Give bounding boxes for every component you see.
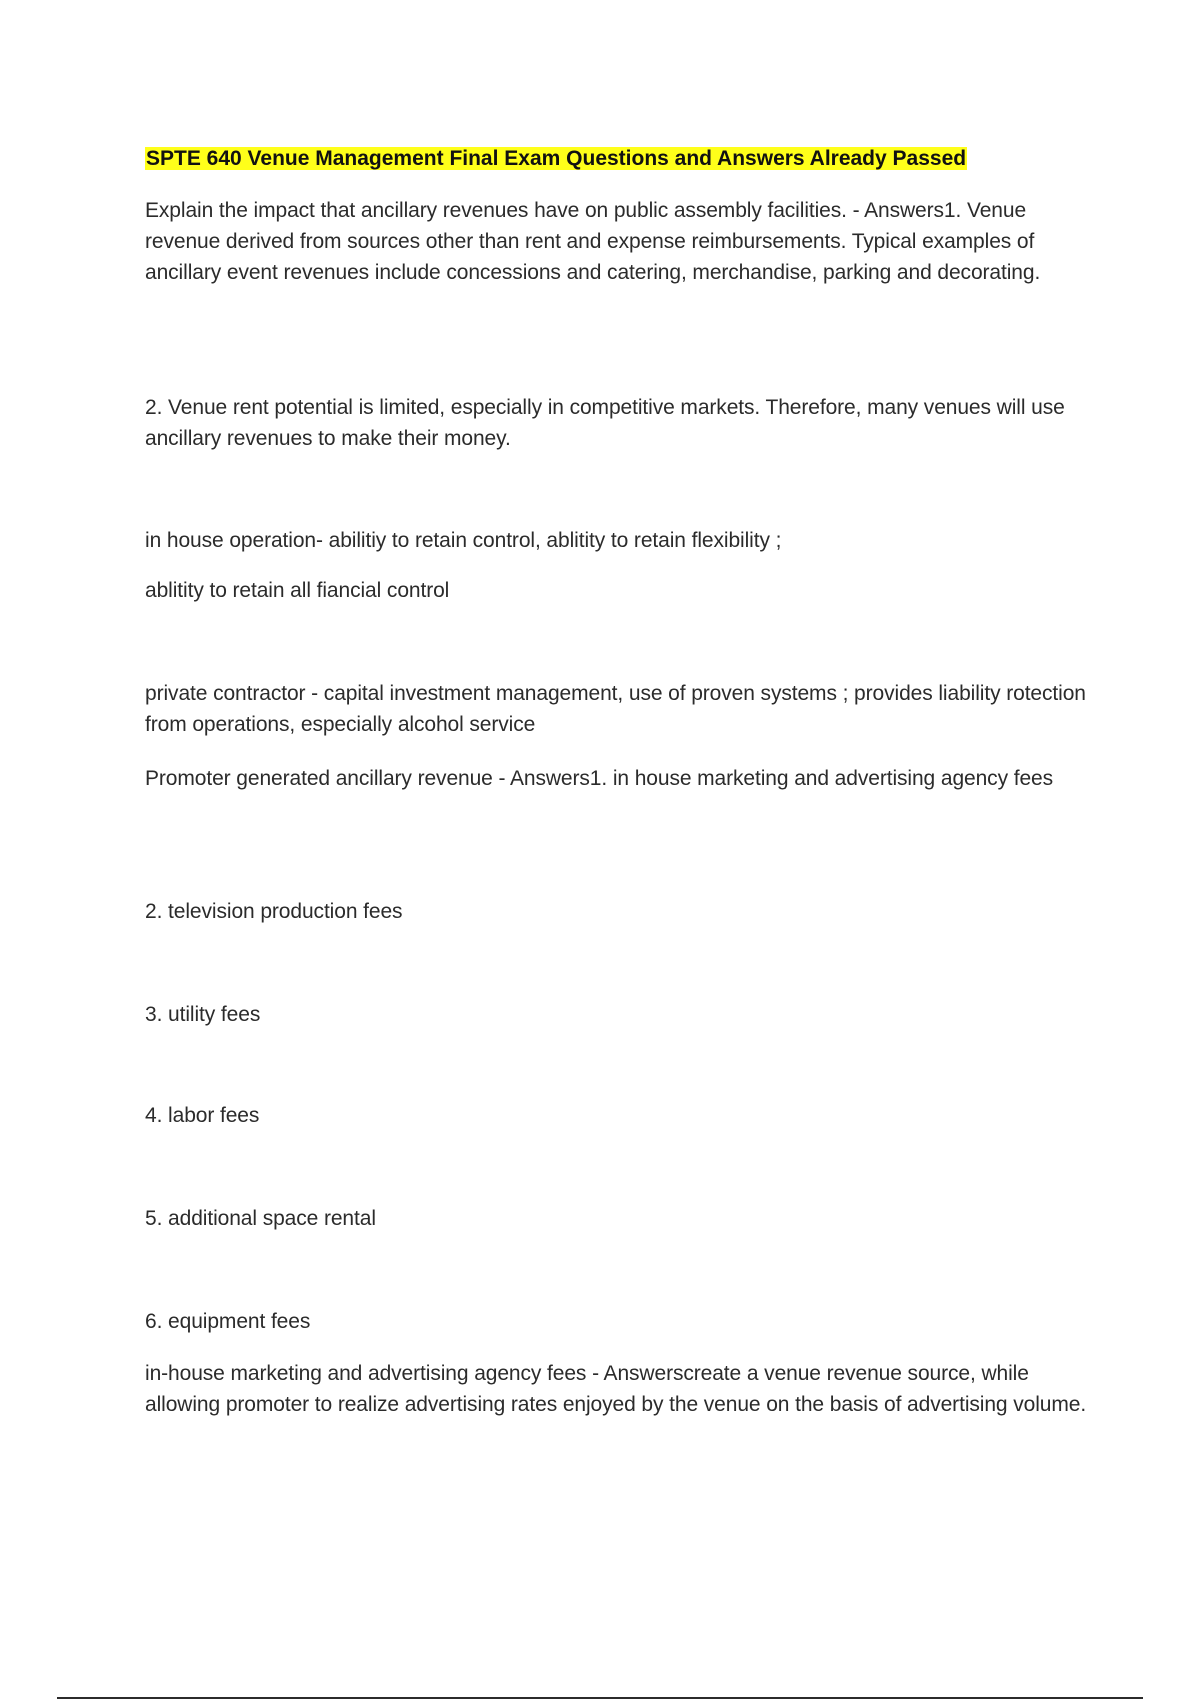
list-item-space-rental: 5. additional space rental	[145, 1207, 376, 1230]
paragraph-ancillary-impact: Explain the impact that ancillary revenues have on public assembly facilities. - Answers1. Venue revenue derived from sources other than rent and expense reimbursements. Typical examples of ancillary event revenues include concessions and catering, merchandise, parking and decorating.	[145, 199, 1041, 284]
list-item-equipment-fees: 6. equipment fees	[145, 1310, 311, 1333]
paragraph-private-contractor: private contractor - capital investment management, use of proven systems ; provides liability rotection from operations, especially alcohol service	[145, 682, 1086, 736]
paragraph-financial-control: ablitity to retain all fiancial control	[145, 579, 450, 602]
list-item-utility-fees: 3. utility fees	[145, 1003, 261, 1026]
paragraph-in-house-operation: in house operation- abilitiy to retain control, ablitity to retain flexibility ;	[145, 529, 782, 552]
paragraph-promoter-revenue: Promoter generated ancillary revenue - Answers1. in house marketing and advertising agency fees	[145, 767, 1054, 790]
title-highlight: SPTE 640 Venue Management Final Exam Questions and Answers Already Passed	[146, 147, 967, 170]
paragraph-advertising-agency-fees: in-house marketing and advertising agency fees - Answerscreate a venue revenue source, while allowing promoter to realize advertising rates enjoyed by the venue on the basis of advertising volume.	[145, 1362, 1087, 1416]
footer-divider	[57, 1697, 1143, 1699]
document-title	[145, 145, 967, 173]
paragraph-rent-potential: 2. Venue rent potential is limited, especially in competitive markets. Therefore, many venues will use ancillary revenues to make their money.	[145, 396, 1065, 450]
list-item-labor-fees: 4. labor fees	[145, 1104, 260, 1127]
list-item-television-fees: 2. television production fees	[145, 900, 403, 923]
